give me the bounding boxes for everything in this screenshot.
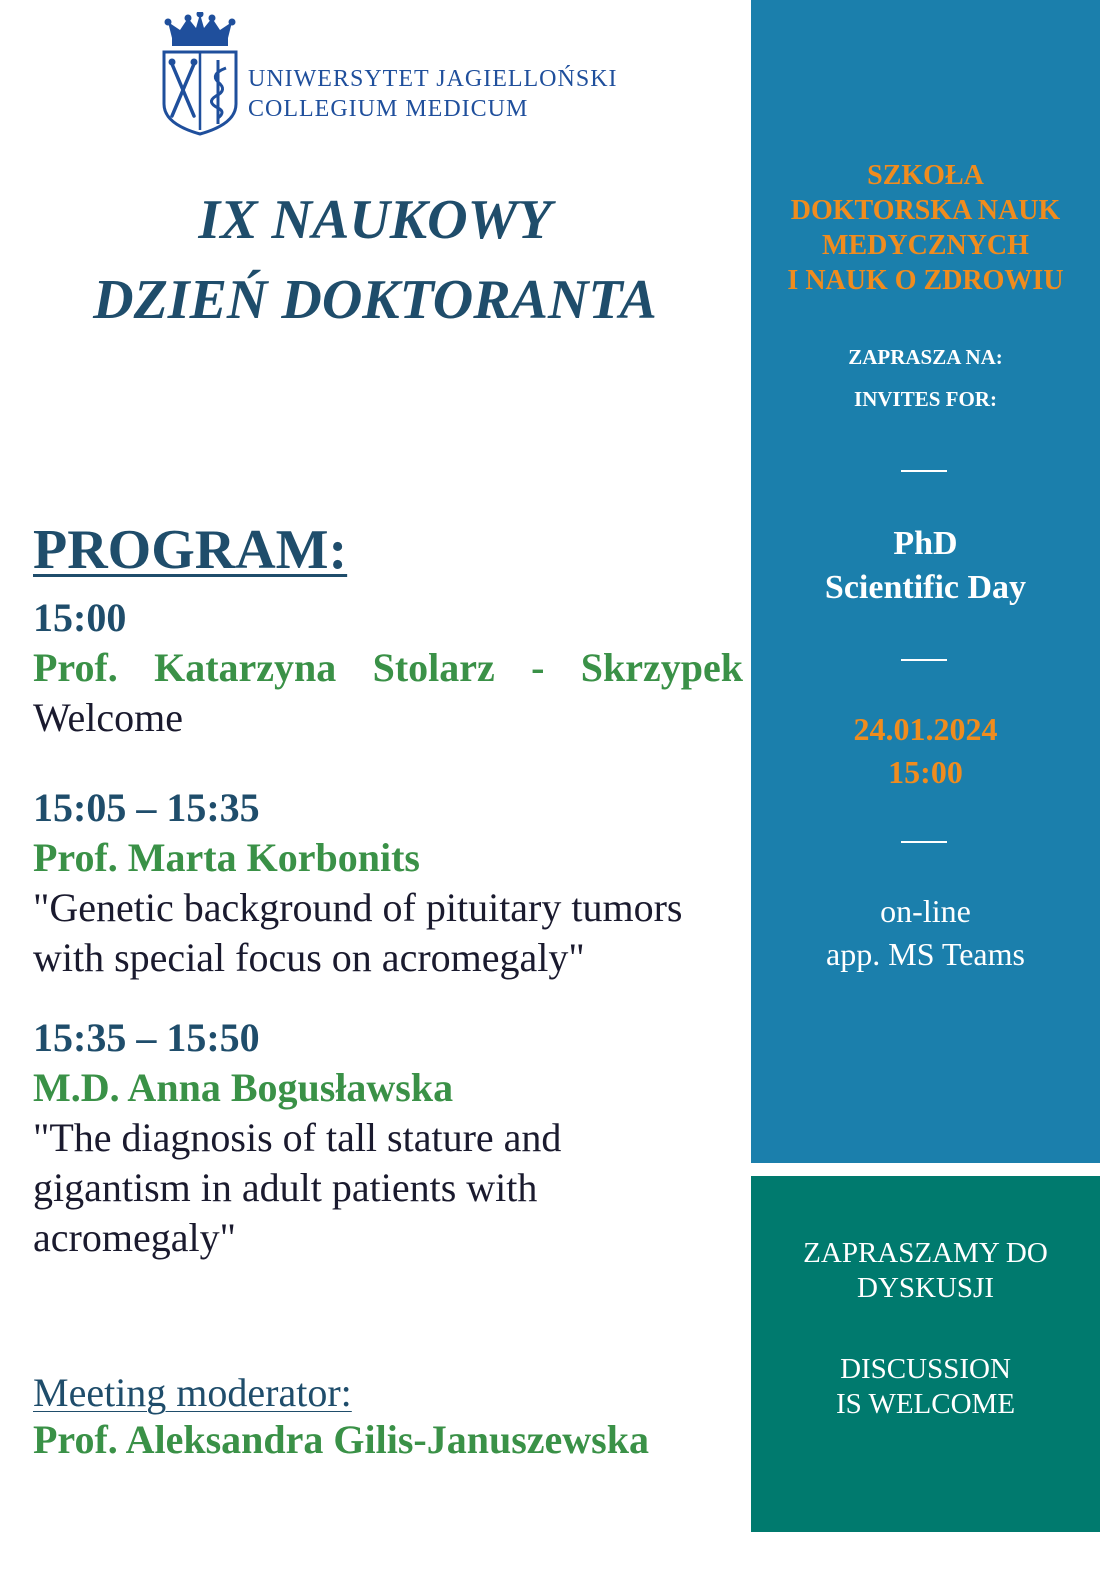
university-name: UNIWERSYTET JAGIELLOŃSKI <box>248 66 618 92</box>
discussion-en-line2: IS WELCOME <box>835 1388 1016 1420</box>
program-slot-1 <box>33 593 743 743</box>
slot-talk-line: "The diagnosis of tall stature and <box>33 1115 562 1160</box>
slot-talk-line: acromegaly" <box>33 1215 236 1260</box>
event-name <box>751 522 1100 610</box>
slot-talk-line: "Genetic background of pituitary tumors <box>33 885 683 930</box>
slot-speaker: Prof. Marta Korbonits <box>33 835 420 880</box>
divider <box>901 841 947 843</box>
event-info-panel <box>751 0 1100 1163</box>
slot-time: 15:35 – 15:50 <box>33 1015 260 1060</box>
discussion-pl-line1: ZAPRASZAMY DO <box>803 1237 1048 1269</box>
event-app: app. MS Teams <box>826 936 1025 972</box>
invites-en: INVITES FOR: <box>854 387 997 411</box>
divider <box>901 659 947 661</box>
school-line: I NAUK O ZDROWIU <box>787 265 1064 296</box>
program-section <box>33 515 743 1263</box>
doctoral-school-name <box>751 158 1100 298</box>
event-location <box>751 890 1100 976</box>
discussion-panel <box>751 1176 1100 1532</box>
event-title-line1: IX NAUKOWY <box>198 189 552 251</box>
slot-time: 15:00 <box>33 595 127 640</box>
event-title <box>0 180 750 340</box>
school-line: MEDYCZNYCH <box>822 230 1029 261</box>
discussion-pl-line2: DYSKUSJI <box>857 1272 994 1304</box>
event-date: 24.01.2024 <box>853 711 998 747</box>
program-slot-3 <box>33 1013 743 1263</box>
discussion-en-line1: DISCUSSION <box>840 1353 1011 1385</box>
slot-talk-line: Welcome <box>33 695 184 740</box>
event-mode: on-line <box>880 893 971 929</box>
slot-talk-line: gigantism in adult patients with <box>33 1165 538 1210</box>
program-heading: PROGRAM: <box>33 519 348 581</box>
school-line: SZKOŁA <box>867 160 984 191</box>
invites-pl: ZAPRASZA NA: <box>848 345 1003 369</box>
divider <box>901 470 947 472</box>
university-college: COLLEGIUM MEDICUM <box>248 96 529 122</box>
program-slot-2 <box>33 783 743 983</box>
discussion-pl <box>751 1236 1100 1306</box>
university-crest-icon <box>160 12 240 137</box>
discussion-en <box>751 1352 1100 1422</box>
slot-speaker: M.D. Anna Bogusławska <box>33 1065 454 1110</box>
slot-speaker: Prof. Katarzyna Stolarz - Skrzypek <box>33 645 743 690</box>
event-name-line2: Scientific Day <box>824 569 1027 606</box>
event-name-line1: PhD <box>893 525 958 562</box>
university-logo <box>160 12 620 137</box>
event-datetime <box>751 708 1100 794</box>
event-title-line2: DZIEŃ DOKTORANTA <box>93 269 657 331</box>
moderator-name: Prof. Aleksandra Gilis-Januszewska <box>33 1417 649 1462</box>
moderator-label: Meeting moderator: <box>33 1370 352 1415</box>
slot-time: 15:05 – 15:35 <box>33 785 260 830</box>
school-line: DOKTORSKA NAUK <box>790 195 1061 226</box>
slot-talk-line: with special focus on acromegaly" <box>33 935 585 980</box>
event-time: 15:00 <box>888 754 963 790</box>
